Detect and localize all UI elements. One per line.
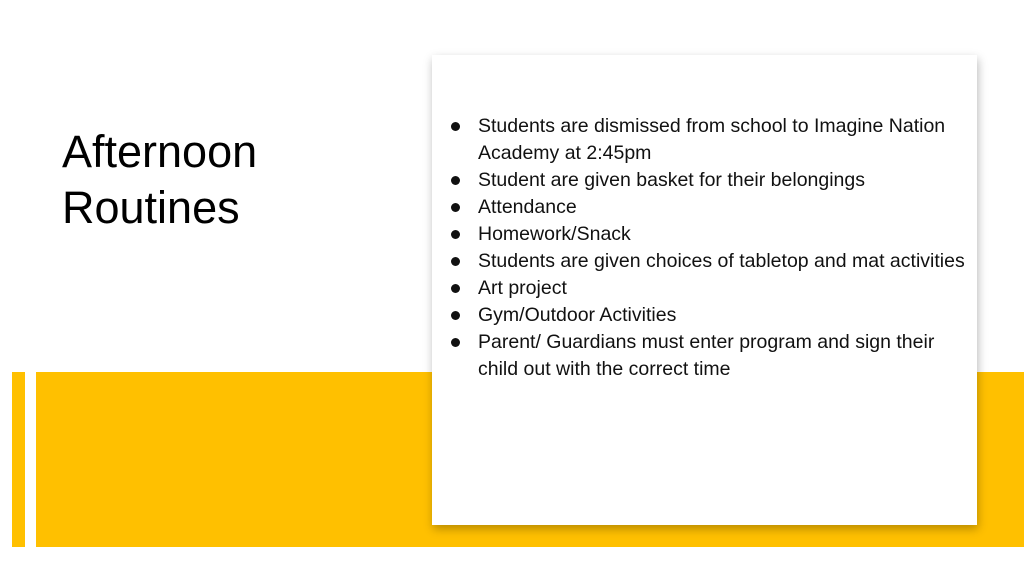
bullet-text: Student are given basket for their belongings xyxy=(478,169,866,191)
bullet-text: Attendance xyxy=(478,196,577,218)
bullet-list xyxy=(450,113,975,383)
bullet-dot-icon xyxy=(451,230,460,239)
bullet-item xyxy=(450,248,975,275)
bullet-dot-icon xyxy=(451,257,460,266)
bullet-item xyxy=(450,275,975,302)
accent-thin-bar xyxy=(12,372,25,547)
bullet-text: Parent/ Guardians must enter program and sign their child out with the correct time xyxy=(478,331,935,380)
bullet-text: Art project xyxy=(478,277,567,299)
bullet-dot-icon xyxy=(451,284,460,293)
bullet-text: Gym/Outdoor Activities xyxy=(478,304,677,326)
bullet-item xyxy=(450,194,975,221)
bullet-item xyxy=(450,302,975,329)
bullet-dot-icon xyxy=(451,311,460,320)
bullet-text: Students are dismissed from school to Imagine Nation Academy at 2:45pm xyxy=(478,115,946,164)
content-card xyxy=(432,55,977,525)
bullet-dot-icon xyxy=(451,122,460,131)
bullet-text: Homework/Snack xyxy=(478,223,631,245)
bullet-text: Students are given choices of tabletop and mat activities xyxy=(478,250,965,272)
bullet-item xyxy=(450,329,975,383)
slide-title: Afternoon Routines xyxy=(62,126,258,233)
bullet-dot-icon xyxy=(451,203,460,212)
bullet-item xyxy=(450,221,975,248)
bullet-item xyxy=(450,113,975,167)
bullet-dot-icon xyxy=(451,176,460,185)
bullet-item xyxy=(450,167,975,194)
bullet-dot-icon xyxy=(451,338,460,347)
